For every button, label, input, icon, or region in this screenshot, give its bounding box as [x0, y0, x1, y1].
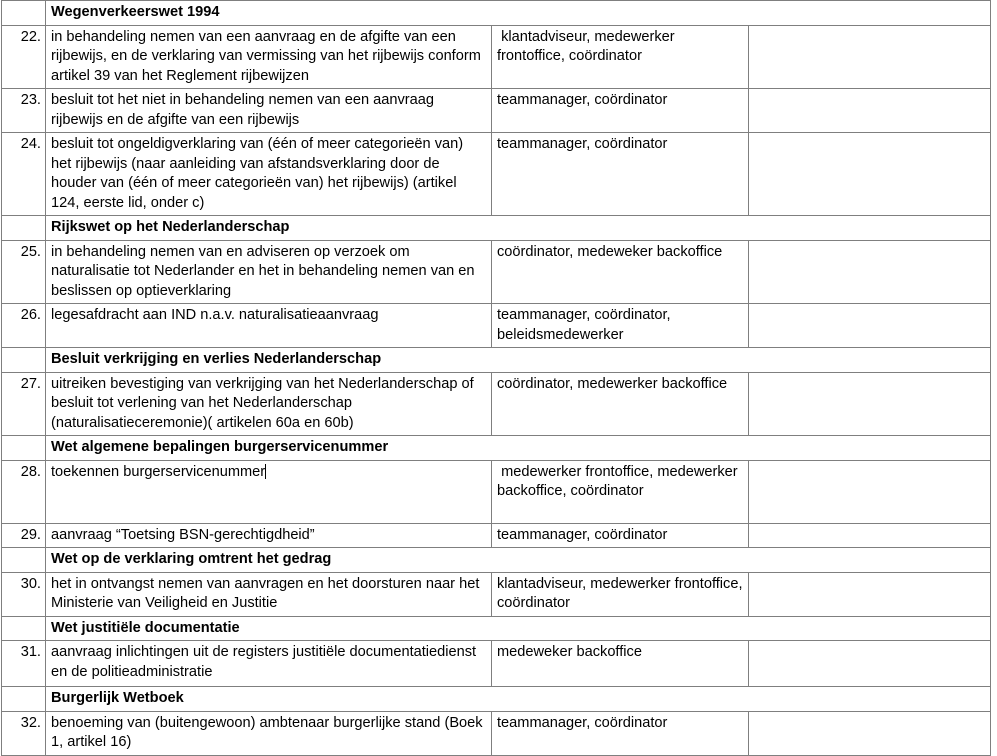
notes-cell[interactable] — [749, 304, 991, 348]
notes-cell[interactable] — [749, 25, 991, 89]
table-row — [2, 523, 991, 548]
description-text: toekennen burgerservicenummer — [51, 463, 266, 480]
table-row — [2, 25, 991, 89]
section-header-row — [2, 216, 991, 241]
row-number-cell — [2, 1, 46, 26]
role-cell[interactable]: coördinator, medewerker backoffice — [492, 372, 749, 436]
notes-cell[interactable] — [749, 89, 991, 133]
role-cell[interactable]: klantadviseur, medewerker frontoffice, coördinator — [492, 25, 749, 89]
role-cell[interactable]: coördinator, medeweker backoffice — [492, 240, 749, 304]
table-row — [2, 133, 991, 216]
text-caret — [265, 464, 266, 479]
table-row — [2, 460, 991, 523]
row-number-cell: 29. — [2, 523, 46, 548]
section-header-row — [2, 1, 991, 26]
section-title: Rijkswet op het Nederlanderschap — [46, 216, 991, 241]
row-number-cell: 22. — [2, 25, 46, 89]
role-cell[interactable]: teammanager, coördinator — [492, 133, 749, 216]
table-row — [2, 641, 991, 687]
description-cell[interactable]: besluit tot het niet in behandeling nemen van een aanvraag rijbewijs en de afgifte van een rijbewijs — [46, 89, 492, 133]
notes-cell[interactable] — [749, 711, 991, 755]
role-cell[interactable]: teammanager, coördinator — [492, 89, 749, 133]
notes-cell[interactable] — [749, 572, 991, 616]
role-cell[interactable]: teammanager, coördinator — [492, 711, 749, 755]
mandate-table-body — [2, 1, 991, 756]
section-header-row — [2, 616, 991, 641]
notes-cell[interactable] — [749, 240, 991, 304]
table-row — [2, 304, 991, 348]
role-cell[interactable]: teammanager, coördinator — [492, 523, 749, 548]
notes-cell[interactable] — [749, 133, 991, 216]
row-number-cell: 25. — [2, 240, 46, 304]
row-number-cell: 28. — [2, 460, 46, 523]
notes-cell[interactable] — [749, 641, 991, 687]
notes-cell[interactable] — [749, 523, 991, 548]
description-cell[interactable]: uitreiken bevestiging van verkrijging van het Nederlanderschap of besluit tot verlening van het Nederlanderschap (naturalisatieceremonie)( artikelen 60a en 60b) — [46, 372, 492, 436]
mandate-table — [1, 0, 991, 756]
row-number-cell — [2, 687, 46, 712]
description-cell[interactable]: aanvraag “Toetsing BSN-gerechtigdheid” — [46, 523, 492, 548]
description-cell[interactable]: het in ontvangst nemen van aanvragen en het doorsturen naar het Ministerie van Veiligheid en Justitie — [46, 572, 492, 616]
table-row — [2, 572, 991, 616]
row-number-cell: 27. — [2, 372, 46, 436]
section-header-row — [2, 436, 991, 461]
row-number-cell — [2, 436, 46, 461]
row-number-cell: 23. — [2, 89, 46, 133]
row-number-cell: 26. — [2, 304, 46, 348]
section-header-row — [2, 548, 991, 573]
notes-cell[interactable] — [749, 372, 991, 436]
role-cell[interactable]: medewerker frontoffice, medewerker backoffice, coördinator — [492, 460, 749, 523]
role-cell[interactable]: klantadviseur, medewerker frontoffice, coördinator — [492, 572, 749, 616]
section-header-row — [2, 687, 991, 712]
row-number-cell — [2, 216, 46, 241]
section-title: Wet algemene bepalingen burgerservicenummer — [46, 436, 991, 461]
table-row — [2, 711, 991, 755]
table-row — [2, 240, 991, 304]
section-title: Wet justitiële documentatie — [46, 616, 991, 641]
notes-cell[interactable] — [749, 460, 991, 523]
section-title: Besluit verkrijging en verlies Nederlanderschap — [46, 348, 991, 373]
table-row — [2, 372, 991, 436]
section-header-row — [2, 348, 991, 373]
description-cell[interactable]: in behandeling nemen van een aanvraag en de afgifte van een rijbewijs, en de verklaring van vermissing van het rijbewijs conform artikel 39 van het Reglement rijbewijzen — [46, 25, 492, 89]
row-number-cell: 31. — [2, 641, 46, 687]
row-number-cell — [2, 616, 46, 641]
description-cell[interactable]: in behandeling nemen van en adviseren op verzoek om naturalisatie tot Nederlander en het in behandeling nemen van en beslissen op optieverklaring — [46, 240, 492, 304]
row-number-cell: 24. — [2, 133, 46, 216]
row-number-cell — [2, 548, 46, 573]
section-title: Wegenverkeerswet 1994 — [46, 1, 991, 26]
description-cell[interactable]: aanvraag inlichtingen uit de registers justitiële documentatiedienst en de politieadministratie — [46, 641, 492, 687]
section-title: Burgerlijk Wetboek — [46, 687, 991, 712]
section-title: Wet op de verklaring omtrent het gedrag — [46, 548, 991, 573]
description-cell[interactable]: benoeming van (buitengewoon) ambtenaar burgerlijke stand (Boek 1, artikel 16) — [46, 711, 492, 755]
row-number-cell: 30. — [2, 572, 46, 616]
role-cell[interactable]: medeweker backoffice — [492, 641, 749, 687]
description-cell[interactable]: besluit tot ongeldigverklaring van (één of meer categorieën van) het rijbewijs (naar aanleiding van afstandsverklaring door de houder van (één of meer categorieën van) het rijbewijs) (artikel 124, eerste lid, onder c) — [46, 133, 492, 216]
description-cell[interactable]: legesafdracht aan IND n.a.v. naturalisatieaanvraag — [46, 304, 492, 348]
row-number-cell: 32. — [2, 711, 46, 755]
description-cell[interactable] — [46, 460, 492, 523]
row-number-cell — [2, 348, 46, 373]
table-row — [2, 89, 991, 133]
role-cell[interactable]: teammanager, coördinator, beleidsmedewerker — [492, 304, 749, 348]
